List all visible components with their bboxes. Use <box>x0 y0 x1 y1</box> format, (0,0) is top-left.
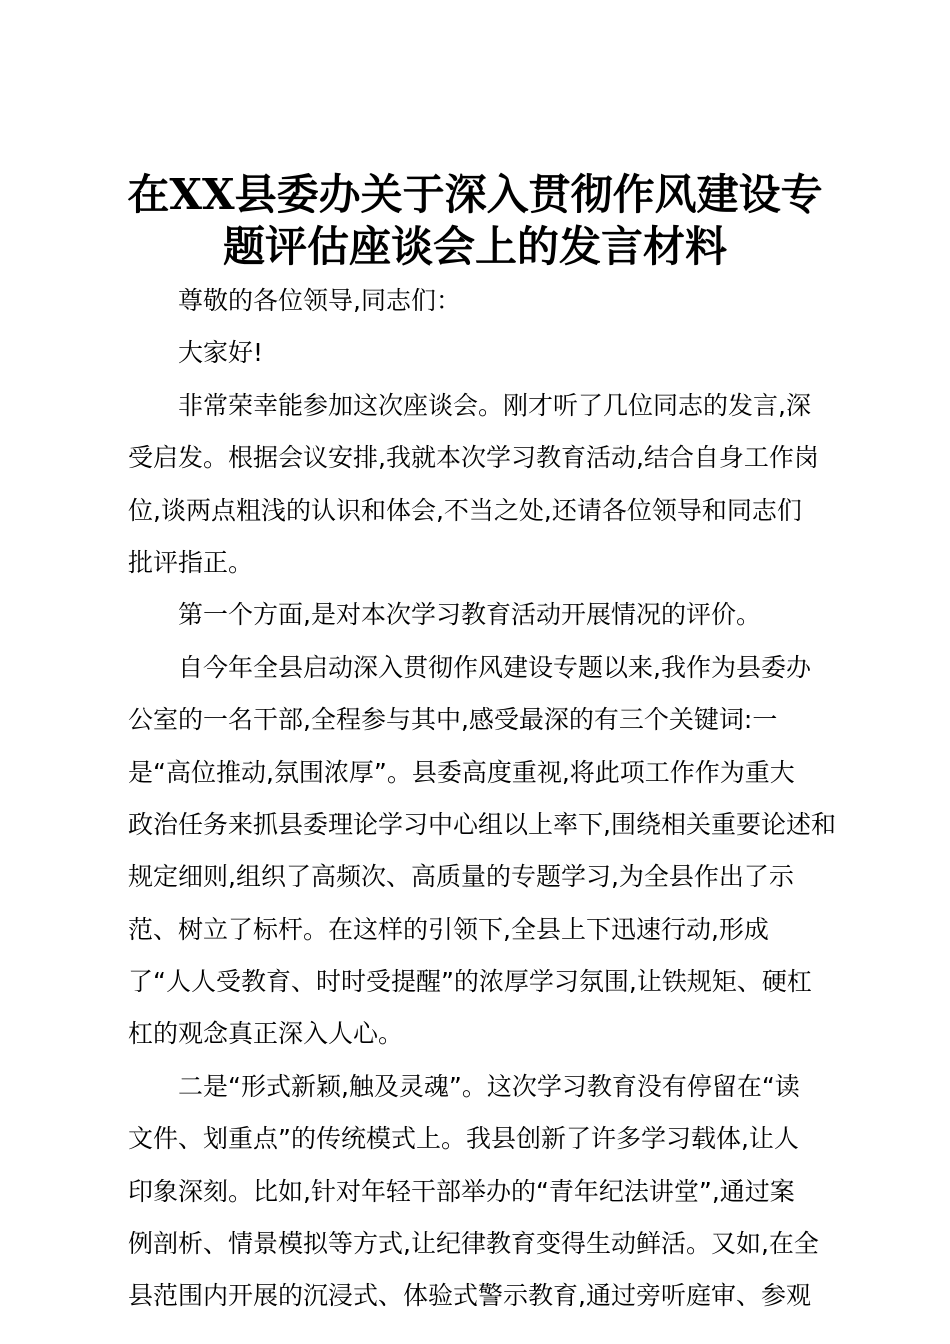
title-line-1: 在XX县委办关于深入贯彻作风建设专 <box>127 170 823 219</box>
body-line: 了“人人受教育、时时受提醒”的浓厚学习氛围,让铁规矩、硬杠 <box>128 967 812 997</box>
body-line: 受启发。根据会议安排,我就本次学习教育活动,结合自身工作岗 <box>128 443 819 473</box>
section-heading: 第一个方面,是对本次学习教育活动开展情况的评价。 <box>178 600 761 630</box>
body-line: 二是“形式新颖,触及灵魂”。这次学习教育没有停留在“读 <box>178 1071 800 1101</box>
title-line-2: 题评估座谈会上的发言材料 <box>222 222 727 272</box>
body-line: 例剖析、情景模拟等方式,让纪律教育变得生动鲜活。又如,在全 <box>128 1229 819 1259</box>
body-line: 自今年全县启动深入贯彻作风建设专题以来,我作为县委办 <box>178 652 811 682</box>
body-line: 位,谈两点粗浅的认识和体会,不当之处,还请各位领导和同志们 <box>128 495 802 525</box>
body-line: 批评指正。 <box>128 547 254 577</box>
document-body <box>128 275 836 1323</box>
body-line: 县范围内开展的沉浸式、体验式警示教育,通过旁听庭审、参观 <box>128 1281 811 1311</box>
body-line: 非常荣幸能参加这次座谈会。刚才听了几位同志的发言,深 <box>178 390 811 420</box>
body-line: 是“高位推动,氛围浓厚”。县委高度重视,将此项工作作为重大 <box>128 757 795 787</box>
body-line: 杠的观念真正深入人心。 <box>128 1019 404 1049</box>
body-line: 印象深刻。比如,针对年轻干部举办的“青年纪法讲堂”,通过案 <box>128 1176 795 1206</box>
salutation: 尊敬的各位领导,同志们： <box>178 286 461 315</box>
body-line: 政治任务来抓县委理论学习中心组以上率下,围绕相关重要论述和 <box>128 809 836 839</box>
body-line: 文件、划重点”的传统模式上。我县创新了许多学习载体,让人 <box>128 1124 799 1154</box>
greeting: 大家好! <box>178 338 264 368</box>
body-line: 规定细则,组织了高频次、高质量的专题学习,为全县作出了示 <box>128 862 794 892</box>
document-title <box>120 168 830 273</box>
body-line: 范、树立了标杆。在这样的引领下,全县上下迅速行动,形成 <box>128 914 769 944</box>
body-line: 公室的一名干部,全程参与其中,感受最深的有三个关键词:一 <box>128 705 778 735</box>
